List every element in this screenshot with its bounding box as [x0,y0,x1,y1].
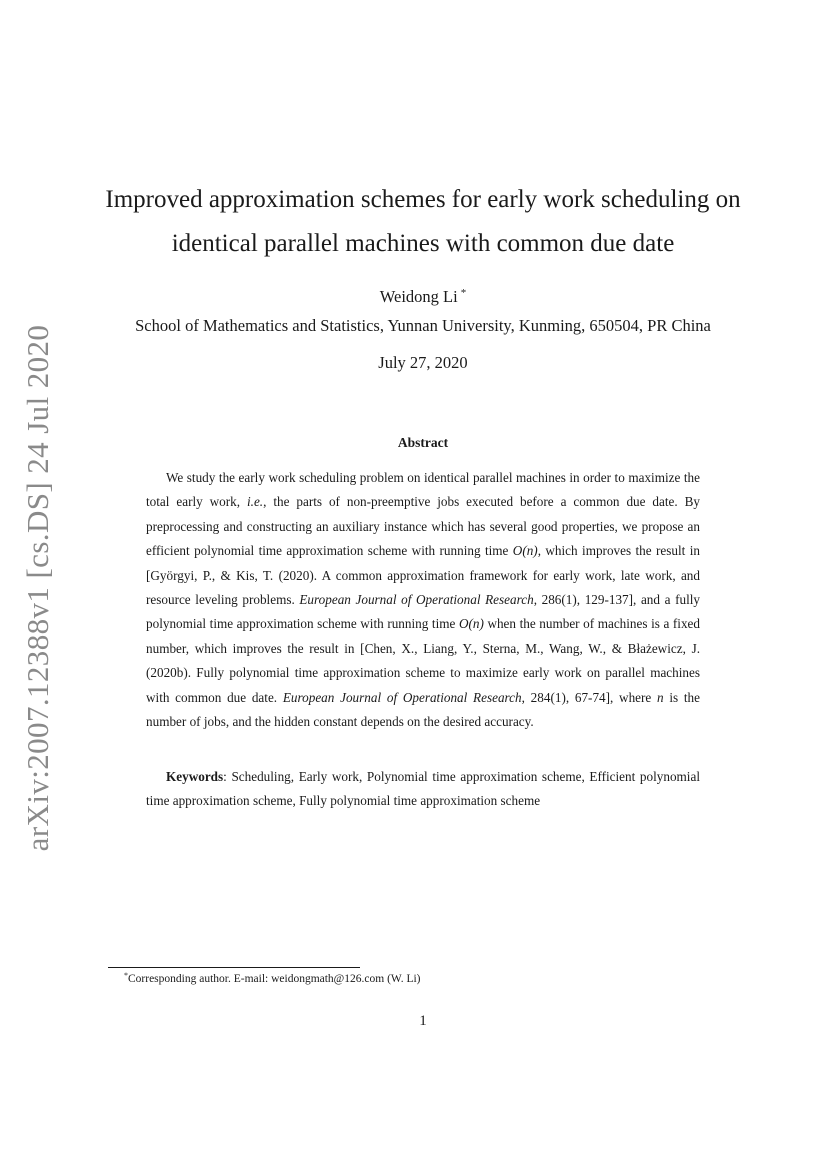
footnote-mark: * [124,971,128,980]
author-name: Weidong Li [379,287,458,306]
page-number: 1 [419,1013,427,1029]
author-line [100,287,746,307]
keywords-label: Keywords [166,769,224,784]
journal-name: European Journal of Operational Research [299,592,534,608]
author-footnote-mark: * [460,287,467,299]
abstract-heading: Abstract [397,435,449,450]
math-variable: n [657,689,664,705]
footnote-rule [108,967,360,968]
math-complexity: O(n) [458,616,484,632]
footnote [124,971,421,985]
abstract-text: We study the early work scheduling problem on identical parallel machines in order to maximize the total early work, [146,470,700,510]
abstract-text: , 284(1), 67-74], where [521,689,658,705]
keywords-text: : Scheduling, Early work, Polynomial time approximation scheme, Efficient polynomial time approximation scheme, Fully polynomial time approximation scheme [146,769,700,809]
abstract-italic-ie: i.e. [246,494,264,510]
affiliation: School of Mathematics and Statistics, Yunnan University, Kunming, 650504, PR China [135,316,711,335]
abstract-body [146,466,700,734]
arxiv-identifier-stamp: arXiv:2007.12388v1 [cs.DS] 24 Jul 2020 [20,324,55,852]
footnote-text: Corresponding author. E-mail: weidongmath@126.com (W. Li) [128,973,421,985]
paper-title: Improved approximation schemes for early work scheduling on identical parallel machines with common due date [105,186,741,257]
abstract-text: , the parts of non-preemptive jobs executed before a common due date. By preprocessing and constructing an auxiliary instance which has several good properties, we propose an efficient polynomial time approximation scheme with running time [146,494,700,559]
keywords [146,765,700,814]
journal-name: European Journal of Operational Research [282,689,522,705]
math-complexity: O(n) [512,543,538,559]
paper-date: July 27, 2020 [378,353,468,372]
abstract-text: , which improves the result in [Györgyi, P., & Kis, T. (2020). A common approximation framework for early work, late work, and resource leveling problems. [146,543,700,608]
abstract-text: , 286(1), 129-137], and a fully polynomial time approximation scheme with running time [146,592,700,632]
abstract-text: when the number of machines is a fixed number, which improves the result in [Chen, X., Liang, Y., Sterna, M., Wang, W., & Błażewicz, J. (2020b). Fully polynomial time approximation scheme to maximize early work on parallel machines with common due date. [146,616,700,705]
abstract-text: is the number of jobs, and the hidden constant depends on the desired accuracy. [146,689,700,730]
